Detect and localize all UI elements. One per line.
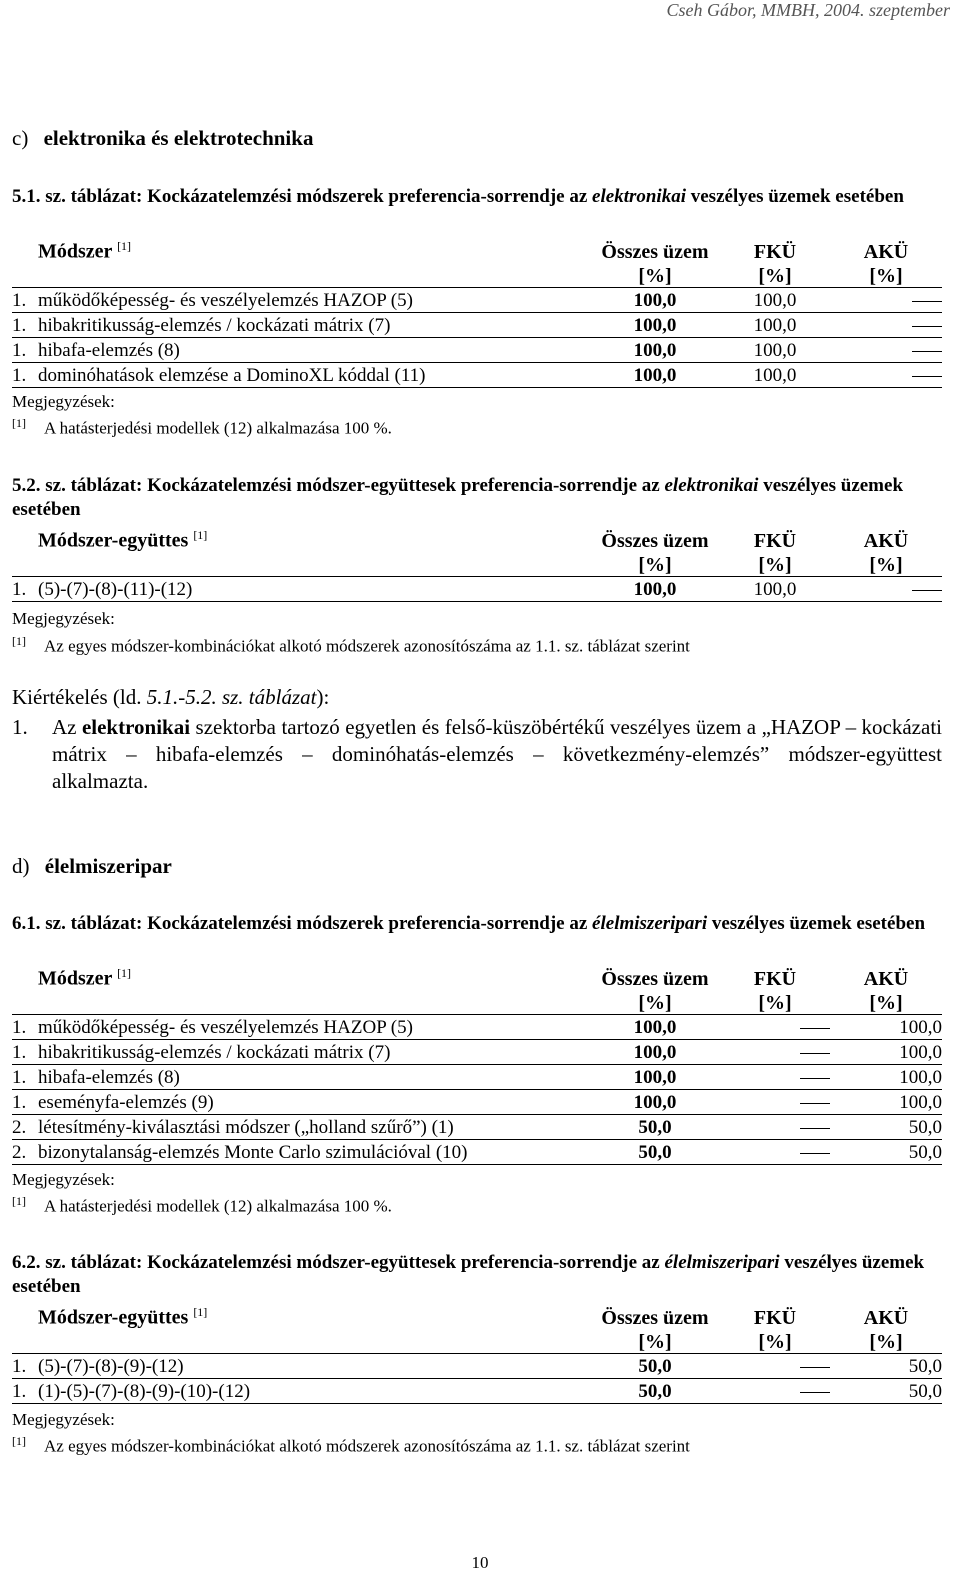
- table-cell: 50,0: [590, 1353, 720, 1378]
- table-cell: 50,0: [830, 1139, 942, 1164]
- table-cell: 100,0: [720, 287, 830, 312]
- table-cell: 100,0: [720, 576, 830, 601]
- table-cell: 1.: [12, 287, 38, 312]
- table-cell: 100,0: [590, 362, 720, 387]
- table-cell: [%]: [720, 552, 830, 577]
- table-cell: 100,0: [830, 1014, 942, 1039]
- column-header-all: Összes üzem: [601, 1306, 709, 1329]
- table-cell: 100,0: [830, 1039, 942, 1064]
- table-row: [12, 1378, 942, 1403]
- table-cell: [720, 1139, 830, 1164]
- table-cell: 50,0: [830, 1353, 942, 1378]
- table-cell: 100,0: [720, 312, 830, 337]
- table-row: [12, 287, 942, 312]
- table-caption: 6.2. sz. táblázat: Kockázatelemzési módszer-együttesek preferencia-sorrendje az élelmiszeripari veszélyes üzemek esetében: [12, 1252, 925, 1297]
- table-cell: [720, 1089, 830, 1114]
- table-cell: hibakritikusság-elemzés / kockázati mátrix (7): [38, 312, 590, 337]
- section-label: c): [12, 126, 29, 150]
- notes-label: Megjegyzések:: [12, 609, 115, 628]
- table-cell: [%]: [590, 263, 720, 288]
- table-cell: 100,0: [590, 576, 720, 601]
- column-header-all: Összes üzem: [601, 967, 709, 990]
- dash-mark: [800, 1367, 830, 1368]
- section-heading-d: [12, 854, 172, 879]
- table-cell: 50,0: [590, 1114, 720, 1139]
- page-header: Cseh Gábor, MMBH, 2004. szeptember: [666, 0, 950, 20]
- column-header-aku: AKÜ: [863, 1306, 909, 1329]
- table-cell: hibakritikusság-elemzés / kockázati mátrix (7): [38, 1039, 590, 1064]
- table-row: [12, 1039, 942, 1064]
- table-cell: [720, 1114, 830, 1139]
- table-cell: [%]: [830, 1329, 942, 1354]
- table-cell: [%]: [830, 552, 942, 577]
- table-cell: 1.: [12, 312, 38, 337]
- table-cell: 50,0: [830, 1114, 942, 1139]
- table-row: [12, 362, 942, 387]
- table-cell: 100,0: [720, 337, 830, 362]
- column-header-all: Összes üzem: [601, 240, 709, 263]
- table-caption: 5.2. sz. táblázat: Kockázatelemzési módszer-együttesek preferencia-sorrendje az elektronikai veszélyes üzemek esetében: [12, 475, 904, 520]
- dash-mark: [800, 1103, 830, 1104]
- table-cell: 50,0: [590, 1378, 720, 1403]
- table-cell: [12, 524, 38, 552]
- table-cell: [%]: [590, 990, 720, 1015]
- section-title: elektronika és elektrotechnika: [43, 126, 314, 150]
- table-cell: létesítmény-kiválasztási módszer („holland szűrő”) (1): [38, 1114, 590, 1139]
- table-cell: bizonytalanság-elemzés Monte Carlo szimulációval (10): [38, 1139, 590, 1164]
- section-title: élelmiszeripar: [44, 854, 172, 878]
- column-header-method: Módszer-együttes [1]: [38, 528, 208, 552]
- dash-mark: [800, 1128, 830, 1129]
- table-cell: működőképesség- és veszélyelemzés HAZOP (5): [38, 287, 590, 312]
- table-cell: [12, 263, 38, 288]
- table-cell: hibafa-elemzés (8): [38, 1064, 590, 1089]
- table-cell: [%]: [720, 990, 830, 1015]
- table-cell: 100,0: [830, 1064, 942, 1089]
- table-row: [12, 1014, 942, 1039]
- column-header-all: Összes üzem: [601, 529, 709, 552]
- table-note: [1] A hatásterjedési modellek (12) alkalmazása 100 %.: [12, 416, 392, 438]
- table-cell: 2.: [12, 1139, 38, 1164]
- table-cell: [830, 287, 942, 312]
- table-row: [12, 1064, 942, 1089]
- table-cell: [720, 1014, 830, 1039]
- table-cell: hibafa-elemzés (8): [38, 337, 590, 362]
- table-cell: dominóhatások elemzése a DominoXL kóddal (11): [38, 362, 590, 387]
- notes-label: Megjegyzések:: [12, 1410, 115, 1429]
- column-header-method: Módszer-együttes [1]: [38, 1305, 208, 1329]
- evaluation-item: 1. Az elektronikai szektorba tartozó egyetlen és felső-küszöbértékű veszélyes üzem a „HAZOP – kockázati mátrix – hibafa-elemzés – dominóhatás-elemzés – következmény-elemzés” módszer-együttest alkalmazta.: [12, 715, 942, 793]
- table-cell: [12, 990, 38, 1015]
- table-cell: [38, 552, 590, 577]
- notes-label: Megjegyzések:: [12, 1170, 115, 1189]
- evaluation-heading: Kiértékelés (ld. 5.1.-5.2. sz. táblázat):: [12, 685, 330, 709]
- table-cell: 100,0: [590, 1039, 720, 1064]
- table-cell: [12, 552, 38, 577]
- table-cell: 50,0: [590, 1139, 720, 1164]
- table-row: [12, 312, 942, 337]
- table-cell: [830, 362, 942, 387]
- table-cell: (5)-(7)-(8)-(9)-(12): [38, 1353, 590, 1378]
- data-table: [12, 235, 942, 388]
- table-cell: [12, 1301, 38, 1329]
- table-cell: [12, 235, 38, 263]
- dash-mark: [800, 1028, 830, 1029]
- table-cell: [720, 1039, 830, 1064]
- table-cell: 100,0: [720, 362, 830, 387]
- table-cell: 100,0: [590, 312, 720, 337]
- table-cell: (5)-(7)-(8)-(11)-(12): [38, 576, 590, 601]
- page-number: 10: [471, 1553, 489, 1572]
- data-table: [12, 1301, 942, 1404]
- dash-mark: [912, 301, 942, 302]
- dash-mark: [912, 376, 942, 377]
- section-label: d): [12, 854, 30, 878]
- table-row: [12, 1089, 942, 1114]
- dash-mark: [912, 326, 942, 327]
- table-cell: [12, 962, 38, 990]
- section-heading-c: [12, 126, 313, 151]
- dash-mark: [800, 1078, 830, 1079]
- table-cell: [720, 1378, 830, 1403]
- table-cell: [%]: [590, 1329, 720, 1354]
- table-caption: 5.1. sz. táblázat: Kockázatelemzési módszerek preferencia-sorrendje az elektronikai veszélyes üzemek esetében: [12, 186, 904, 207]
- column-header-fku: FKÜ: [753, 240, 797, 263]
- table-cell: [38, 1329, 590, 1354]
- table-cell: [830, 312, 942, 337]
- table-cell: 2.: [12, 1114, 38, 1139]
- column-header-method: Módszer [1]: [38, 966, 132, 990]
- table-cell: 100,0: [590, 337, 720, 362]
- table-cell: (1)-(5)-(7)-(8)-(9)-(10)-(12): [38, 1378, 590, 1403]
- table-note: [1] Az egyes módszer-kombinációkat alkotó módszerek azonosítószáma az 1.1. sz. táblázat szerint: [12, 634, 690, 656]
- table-cell: 100,0: [590, 1014, 720, 1039]
- column-header-fku: FKÜ: [753, 529, 797, 552]
- table-row: [12, 337, 942, 362]
- table-cell: 50,0: [830, 1378, 942, 1403]
- table-cell: 1.: [12, 1089, 38, 1114]
- table-cell: 1.: [12, 1039, 38, 1064]
- table-cell: 100,0: [590, 1089, 720, 1114]
- table-cell: 1.: [12, 362, 38, 387]
- table-row: [12, 576, 942, 601]
- table-cell: [%]: [720, 263, 830, 288]
- table-cell: 1.: [12, 1378, 38, 1403]
- table-cell: [%]: [830, 263, 942, 288]
- column-header-aku: AKÜ: [863, 240, 909, 263]
- table-cell: 100,0: [590, 1064, 720, 1089]
- dash-mark: [800, 1053, 830, 1054]
- data-table: [12, 524, 942, 602]
- table-cell: 1.: [12, 1353, 38, 1378]
- table-cell: [38, 990, 590, 1015]
- table-cell: 100,0: [830, 1089, 942, 1114]
- column-header-fku: FKÜ: [753, 1306, 797, 1329]
- table-cell: 1.: [12, 1014, 38, 1039]
- dash-mark: [800, 1392, 830, 1393]
- table-row: [12, 1139, 942, 1164]
- table-cell: [720, 1064, 830, 1089]
- table-row: [12, 1114, 942, 1139]
- table-row: [12, 1353, 942, 1378]
- table-cell: eseményfa-elemzés (9): [38, 1089, 590, 1114]
- table-cell: működőképesség- és veszélyelemzés HAZOP (5): [38, 1014, 590, 1039]
- table-cell: 1.: [12, 1064, 38, 1089]
- dash-mark: [912, 351, 942, 352]
- column-header-aku: AKÜ: [863, 967, 909, 990]
- table-cell: 1.: [12, 337, 38, 362]
- table-cell: [12, 1329, 38, 1354]
- table-cell: 100,0: [590, 287, 720, 312]
- table-cell: 1.: [12, 576, 38, 601]
- table-cell: [38, 263, 590, 288]
- table-cell: [%]: [590, 552, 720, 577]
- dash-mark: [912, 590, 942, 591]
- table-cell: [%]: [720, 1329, 830, 1354]
- table-cell: [830, 337, 942, 362]
- table-note: [1] Az egyes módszer-kombinációkat alkotó módszerek azonosítószáma az 1.1. sz. táblázat szerint: [12, 1434, 690, 1456]
- table-note: [1] A hatásterjedési modellek (12) alkalmazása 100 %.: [12, 1194, 392, 1216]
- table-cell: [720, 1353, 830, 1378]
- column-header-aku: AKÜ: [863, 529, 909, 552]
- column-header-method: Módszer [1]: [38, 239, 132, 263]
- notes-label: Megjegyzések:: [12, 392, 115, 411]
- column-header-fku: FKÜ: [753, 967, 797, 990]
- table-cell: [830, 576, 942, 601]
- data-table: [12, 962, 942, 1165]
- dash-mark: [800, 1153, 830, 1154]
- table-caption: 6.1. sz. táblázat: Kockázatelemzési módszerek preferencia-sorrendje az élelmiszeripari veszélyes üzemek esetében: [12, 913, 926, 934]
- table-cell: [%]: [830, 990, 942, 1015]
